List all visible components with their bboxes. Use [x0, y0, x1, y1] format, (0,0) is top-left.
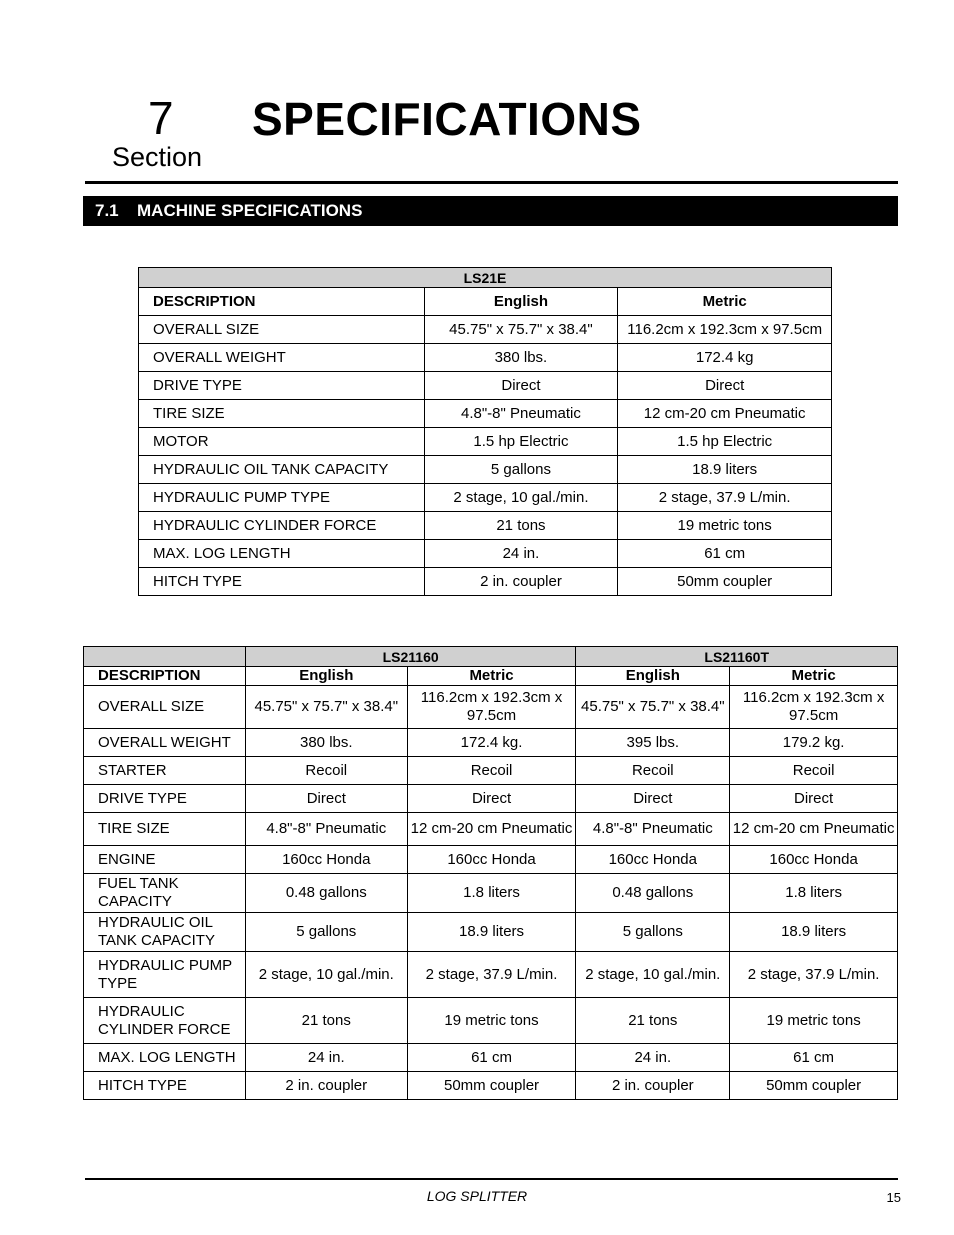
table-cell: 61 cm: [730, 1044, 898, 1072]
section-number: 7: [148, 92, 174, 144]
table-cell: 1.8 liters: [730, 874, 898, 913]
row-label: MAX. LOG LENGTH: [139, 540, 425, 568]
row-label: HYDRAULIC OIL TANK CAPACITY: [84, 913, 246, 952]
column-header: DESCRIPTION: [139, 288, 425, 316]
table-cell: 1.5 hp Electric: [424, 428, 618, 456]
column-header: Metric: [618, 288, 832, 316]
table-cell: 19 metric tons: [618, 512, 832, 540]
table-cell: 172.4 kg: [618, 344, 832, 372]
row-label: HYDRAULIC CYLINDER FORCE: [84, 998, 246, 1044]
table-cell: 12 cm-20 cm Pneumatic: [407, 813, 576, 846]
subsection-title: MACHINE SPECIFICATIONS: [137, 201, 363, 220]
table-row: [139, 456, 832, 484]
model-header: LS21160: [245, 647, 576, 667]
table-row: [139, 428, 832, 456]
table-cell: 12 cm-20 cm Pneumatic: [618, 400, 832, 428]
row-label: DRIVE TYPE: [84, 785, 246, 813]
table-cell: Direct: [576, 785, 730, 813]
table-cell: Direct: [730, 785, 898, 813]
table-cell: 19 metric tons: [730, 998, 898, 1044]
table-cell: 18.9 liters: [407, 913, 576, 952]
table-cell: 179.2 kg.: [730, 729, 898, 757]
table-row: [84, 686, 898, 729]
table-cell: 160cc Honda: [730, 846, 898, 874]
table-cell: 61 cm: [407, 1044, 576, 1072]
table-row: [84, 846, 898, 874]
table-cell: 18.9 liters: [618, 456, 832, 484]
table-cell: 380 lbs.: [245, 729, 407, 757]
table-cell: 61 cm: [618, 540, 832, 568]
table-cell: 21 tons: [424, 512, 618, 540]
row-label: HYDRAULIC PUMP TYPE: [84, 952, 246, 998]
row-label: OVERALL WEIGHT: [84, 729, 246, 757]
row-label: TIRE SIZE: [139, 400, 425, 428]
table-cell: 160cc Honda: [576, 846, 730, 874]
table-cell: 21 tons: [245, 998, 407, 1044]
table-cell: Direct: [407, 785, 576, 813]
page-title: SPECIFICATIONS: [252, 93, 642, 145]
table-cell: 50mm coupler: [730, 1072, 898, 1100]
table-cell: Recoil: [407, 757, 576, 785]
table-row: [84, 729, 898, 757]
table-row: [139, 540, 832, 568]
blank-header-cell: [84, 647, 246, 667]
column-header: English: [576, 667, 730, 686]
column-header: DESCRIPTION: [84, 667, 246, 686]
table-cell: 50mm coupler: [407, 1072, 576, 1100]
table-cell: 45.75" x 75.7" x 38.4": [576, 686, 730, 729]
row-label: HYDRAULIC OIL TANK CAPACITY: [139, 456, 425, 484]
table-row: [84, 998, 898, 1044]
table-cell: 380 lbs.: [424, 344, 618, 372]
column-header-row: [84, 667, 898, 686]
heading-rule: [85, 181, 898, 184]
table-cell: 45.75" x 75.7" x 38.4": [245, 686, 407, 729]
row-label: HITCH TYPE: [139, 568, 425, 596]
table-cell: 2 stage, 37.9 L/min.: [407, 952, 576, 998]
table-cell: Direct: [618, 372, 832, 400]
table-cell: 50mm coupler: [618, 568, 832, 596]
ls21160-spec-table: [83, 646, 898, 1100]
table-cell: 116.2cm x 192.3cm x 97.5cm: [618, 316, 832, 344]
table-header-row: [139, 268, 832, 288]
section-label: Section: [112, 142, 203, 172]
column-header-row: [139, 288, 832, 316]
row-label: OVERALL WEIGHT: [139, 344, 425, 372]
table-cell: Direct: [424, 372, 618, 400]
row-label: HYDRAULIC CYLINDER FORCE: [139, 512, 425, 540]
table-cell: 24 in.: [424, 540, 618, 568]
table-cell: Recoil: [245, 757, 407, 785]
table-cell: 1.5 hp Electric: [618, 428, 832, 456]
table-cell: 24 in.: [576, 1044, 730, 1072]
table-cell: 2 stage, 10 gal./min.: [576, 952, 730, 998]
table-cell: 4.8"-8" Pneumatic: [576, 813, 730, 846]
table-cell: 160cc Honda: [407, 846, 576, 874]
table-row: [139, 372, 832, 400]
ls21e-spec-table: [138, 267, 832, 596]
table-cell: 2 stage, 37.9 L/min.: [730, 952, 898, 998]
column-header: English: [245, 667, 407, 686]
subsection-heading: [83, 196, 898, 226]
table-cell: 12 cm-20 cm Pneumatic: [730, 813, 898, 846]
row-label: HITCH TYPE: [84, 1072, 246, 1100]
table-cell: 18.9 liters: [730, 913, 898, 952]
table-body: [84, 686, 898, 1100]
subsection-number: 7.1: [95, 201, 119, 220]
table-row: [84, 757, 898, 785]
column-header: Metric: [407, 667, 576, 686]
table-row: [84, 813, 898, 846]
model-header: LS21160T: [576, 647, 898, 667]
table-cell: 21 tons: [576, 998, 730, 1044]
table-cell: 2 in. coupler: [424, 568, 618, 596]
table-cell: 45.75" x 75.7" x 38.4": [424, 316, 618, 344]
footer-title: LOG SPLITTER: [426, 1188, 528, 1204]
column-header: English: [424, 288, 618, 316]
table-cell: Direct: [245, 785, 407, 813]
table-row: [139, 484, 832, 512]
table-row: [84, 874, 898, 913]
table-row: [84, 1044, 898, 1072]
table-row: [139, 512, 832, 540]
table-cell: 1.8 liters: [407, 874, 576, 913]
row-label: DRIVE TYPE: [139, 372, 425, 400]
row-label: MOTOR: [139, 428, 425, 456]
table-cell: 0.48 gallons: [245, 874, 407, 913]
table-cell: 4.8"-8" Pneumatic: [245, 813, 407, 846]
table-cell: 2 stage, 10 gal./min.: [245, 952, 407, 998]
table-cell: Recoil: [730, 757, 898, 785]
table-cell: Recoil: [576, 757, 730, 785]
row-label: OVERALL SIZE: [139, 316, 425, 344]
table-cell: 395 lbs.: [576, 729, 730, 757]
table-cell: 19 metric tons: [407, 998, 576, 1044]
table-row: [84, 785, 898, 813]
row-label: HYDRAULIC PUMP TYPE: [139, 484, 425, 512]
row-label: FUEL TANK CAPACITY: [84, 874, 246, 913]
table-row: [84, 1072, 898, 1100]
row-label: MAX. LOG LENGTH: [84, 1044, 246, 1072]
table-cell: 0.48 gallons: [576, 874, 730, 913]
table-cell: 5 gallons: [576, 913, 730, 952]
table-cell: 2 stage, 10 gal./min.: [424, 484, 618, 512]
row-label: TIRE SIZE: [84, 813, 246, 846]
table-cell: 116.2cm x 192.3cm x 97.5cm: [407, 686, 576, 729]
table-header-row: [84, 647, 898, 667]
model-header: LS21E: [139, 268, 832, 288]
table-row: [139, 568, 832, 596]
footer-rule: [85, 1178, 898, 1180]
row-label: STARTER: [84, 757, 246, 785]
table-row: [84, 913, 898, 952]
page-number: 15: [886, 1190, 901, 1205]
row-label: ENGINE: [84, 846, 246, 874]
table-cell: 2 stage, 37.9 L/min.: [618, 484, 832, 512]
column-header: Metric: [730, 667, 898, 686]
table-cell: 2 in. coupler: [576, 1072, 730, 1100]
table-row: [84, 952, 898, 998]
table-cell: 5 gallons: [424, 456, 618, 484]
table-row: [139, 400, 832, 428]
table-cell: 5 gallons: [245, 913, 407, 952]
table-cell: 24 in.: [245, 1044, 407, 1072]
table-cell: 160cc Honda: [245, 846, 407, 874]
table-cell: 116.2cm x 192.3cm x 97.5cm: [730, 686, 898, 729]
table-cell: 2 in. coupler: [245, 1072, 407, 1100]
table-cell: 4.8"-8" Pneumatic: [424, 400, 618, 428]
table-row: [139, 316, 832, 344]
table-cell: 172.4 kg.: [407, 729, 576, 757]
table-row: [139, 344, 832, 372]
table-body: [139, 316, 832, 596]
row-label: OVERALL SIZE: [84, 686, 246, 729]
